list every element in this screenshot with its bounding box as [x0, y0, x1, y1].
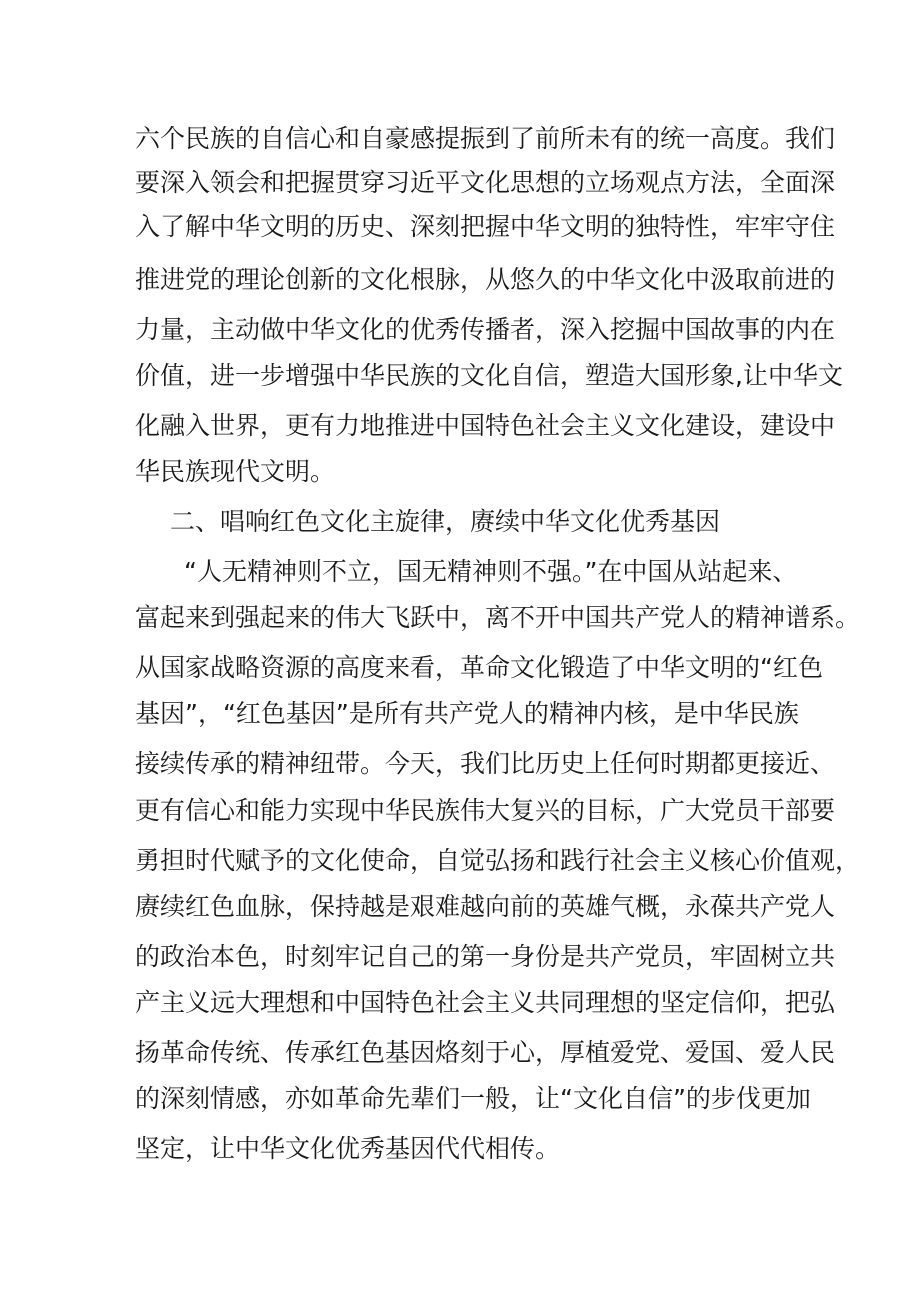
text-line: 更有信心和能力实现中华民族伟大复兴的目标，广大党员干部要 [135, 796, 836, 825]
text-line: 的政治本色，时刻牢记自己的第一身份是共产党员，牢固树立共 [135, 942, 836, 971]
text-line: 接续传承的精神纽带。今天，我们比历史上任何时期都更接近、 [135, 749, 836, 778]
text-line: 六个民族的自信心和自豪感提振到了前所未有的统一高度。我们 [135, 124, 836, 153]
text-line: 入了解中华文明的历史、深刻把握中华文明的独特性，牢牢守住 [135, 212, 836, 241]
text-line: 华民族现代文明。 [135, 457, 336, 486]
text-line: 勇担时代赋予的文化使命，自觉弘扬和践行社会主义核心价值观， [135, 846, 861, 875]
text-line: 化融入世界，更有力地推进中国特色社会主义文化建设，建设中 [135, 411, 836, 440]
text-line: 要深入领会和把握贯穿习近平文化思想的立场观点方法，全面深 [135, 168, 836, 197]
text-line: 产主义远大理想和中国特色社会主义共同理想的坚定信仰，把弘 [135, 988, 836, 1017]
text-line: “人无精神则不立，国无精神则不强。”在中国从站起来、 [184, 557, 798, 586]
text-line: 扬革命传统、传承红色基因烙刻于心，厚植爱党、爱国、爱人民 [135, 1038, 836, 1067]
text-line: 赓续红色血脉，保持越是艰难越向前的英雄气概，永葆共产党人 [135, 892, 836, 921]
section-heading: 二、唱响红色文化主旋律，赓续中华文化优秀基因 [170, 507, 721, 536]
text-line: 坚定，让中华文化优秀基因代代相传。 [135, 1134, 561, 1163]
text-line: 价值，进一步增强中华民族的文化自信，塑造大国形象,让中华文 [135, 361, 843, 390]
text-line: 的深刻情感，亦如革命先辈们一般，让“文化自信”的步伐更加 [135, 1084, 811, 1113]
text-line: 富起来到强起来的伟大飞跃中，离不开中国共产党人的精神谱系。 [135, 603, 861, 632]
text-line: 推进党的理论创新的文化根脉，从悠久的中华文化中汲取前进的 [135, 265, 836, 294]
text-line: 力量，主动做中华文化的优秀传播者，深入挖掘中国故事的内在 [135, 315, 836, 344]
text-line: 从国家战略资源的高度来看，革命文化锻造了中华文明的“红色 [135, 653, 823, 682]
text-line: 基因”，“红色基因”是所有共产党人的精神内核，是中华民族 [135, 699, 799, 728]
